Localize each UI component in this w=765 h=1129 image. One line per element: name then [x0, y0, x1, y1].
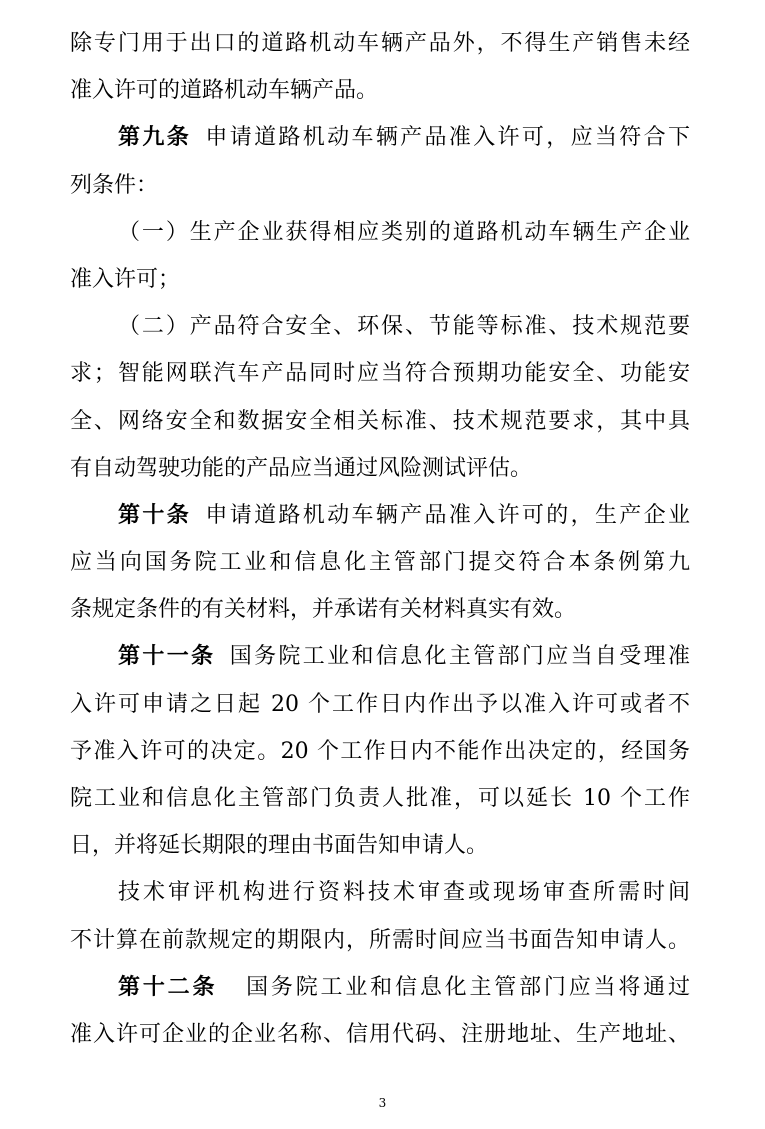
text-line: （一）生产企业获得相应类别的道路机动车辆生产企业 [118, 219, 690, 245]
text-line: 准入许可的道路机动车辆产品。 [70, 78, 379, 104]
text-span: 申请道路机动车辆产品准入许可的，生产企业 [203, 502, 690, 528]
article-12-line [70, 964, 690, 1011]
text-span: 申请道路机动车辆产品准入许可，应当符合下 [203, 125, 690, 151]
text-line: 全、网络安全和数据安全相关标准、技术规范要求，其中具 [70, 408, 690, 434]
page-number: 3 [378, 1096, 387, 1110]
article-heading: 第十二条 [118, 973, 218, 1000]
text-line: 除专门用于出口的道路机动车辆产品外，不得生产销售未经 [70, 31, 690, 56]
text-line: （二）产品符合安全、环保、节能等标准、技术规范要 [118, 314, 690, 340]
text-line: 条规定条件的有关材料，并承诺有关材料真实有效。 [70, 597, 577, 623]
text-line: 列条件： [70, 172, 159, 198]
document-body [70, 20, 690, 1058]
article-10-line [70, 492, 690, 539]
text-line: 准入许可企业的企业名称、信用代码、注册地址、生产地址、 [70, 1021, 690, 1047]
text-line: 求；智能网联汽车产品同时应当符合预期功能安全、功能安 [70, 361, 690, 387]
text-line: 技术审评机构进行资料技术审查或现场审查所需时间 [118, 880, 690, 906]
article-11-line [70, 633, 690, 680]
text-line: 予准入许可的决定。20 个工作日内不能作出决定的，经国务 [70, 738, 690, 764]
article-heading: 第十一条 [118, 643, 216, 670]
text-line: 日，并将延长期限的理由书面告知申请人。 [70, 833, 489, 859]
text-line: 准入许可； [70, 266, 181, 292]
text-line: 院工业和信息化主管部门负责人批准，可以延长 10 个工作 [70, 786, 690, 811]
text-line: 入许可申请之日起 20 个工作日内作出予以准入许可或者不 [70, 691, 690, 717]
text-line: 有自动驾驶功能的产品应当通过风险测试评估。 [70, 455, 533, 481]
article-9-line [70, 114, 690, 161]
text-span: 国务院工业和信息化主管部门应当将通过 [243, 974, 690, 1000]
text-span: 国务院工业和信息化主管部门应当自受理准 [227, 644, 690, 670]
text-line: 应当向国务院工业和信息化主管部门提交符合本条例第九 [70, 550, 690, 576]
article-heading: 第九条 [118, 124, 192, 151]
article-heading: 第十条 [118, 501, 192, 528]
text-line: 不计算在前款规定的期限内，所需时间应当书面告知申请人。 [70, 927, 690, 953]
